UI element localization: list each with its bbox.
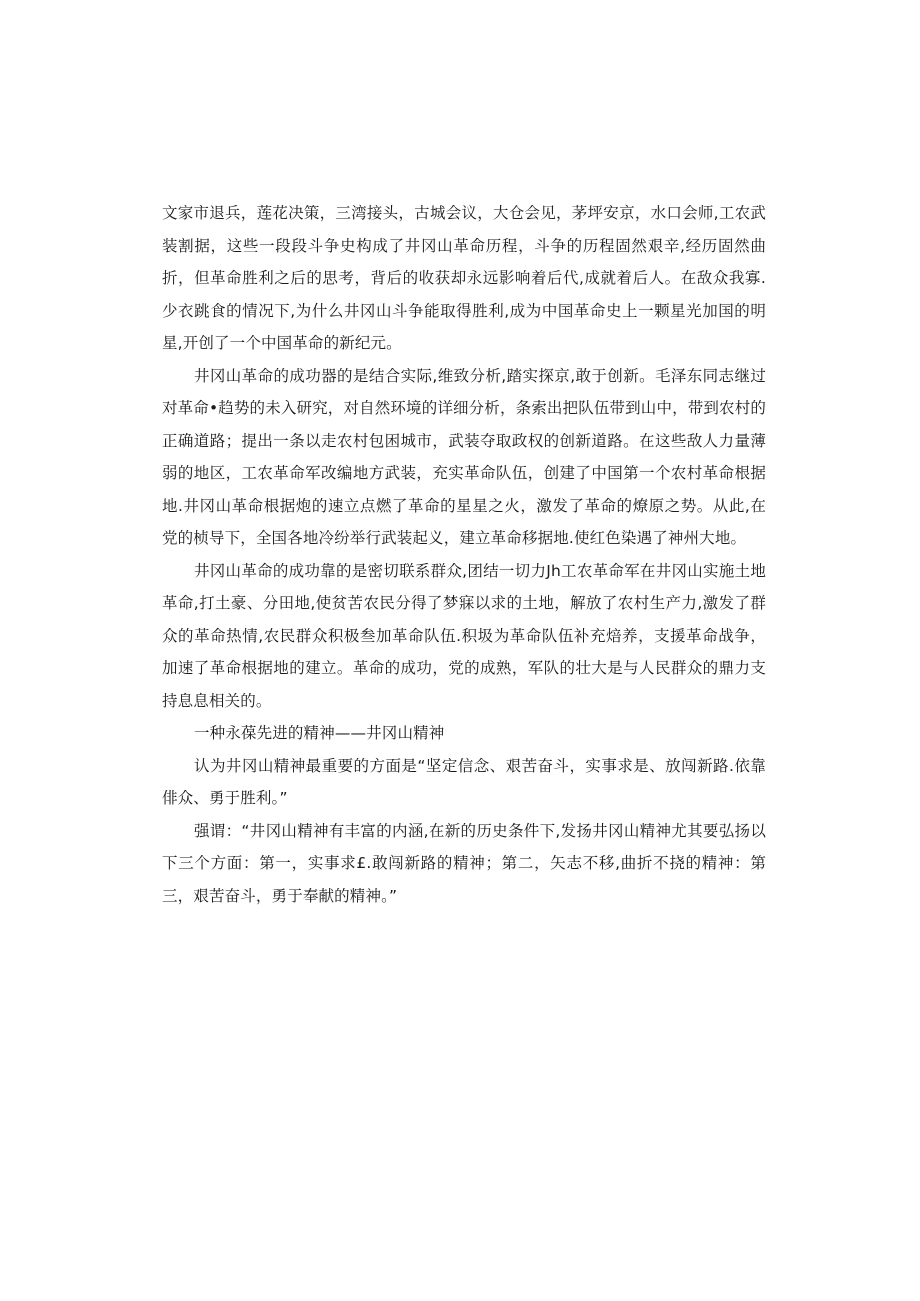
document-body (162, 197, 766, 912)
paragraph-1: 文家市退兵，莲花决策，三湾接头，古城会议，大仓会见，茅坪安京，水口会师,工农武装割据，这些一段段斗争史构成了井冈山革命历程，斗争的历程固然艰辛,经历固然曲折，但革命胜利之后的思考，背后的收获却永远影响着后代,成就着后人。在敌众我寡.少衣跳食的情况下,为什么井冈山斗争能取得胜利,成为中国革命史上一颗星光加国的明星,开创了一个中国革命的新纪元。 (162, 204, 766, 352)
paragraph-4: 认为井冈山精神最重要的方面是“坚定信念、艰苦奋斗，实事求是、放闯新路.依靠俳众、勇于胜利。” (162, 756, 766, 807)
paragraph-2: 井冈山革命的成功器的是结合实际,维致分析,踏实探京,敢于创新。毛泽东同志继过对革命•趋势的未入研究，对自然环境的详细分析，条索出把队伍带到山中，带到农村的正确道路；提出一条以走农村包困城市，武装夺取政权的创新道路。在这些敌人力量薄弱的地区，工农革命军改编地方武装，充实革命队伍，创建了中国第一个农村革命根据地.井冈山革命根据炮的速立点燃了革命的星星之火，激发了革命的燎原之势。从此,在党的桢导下，全国各地冷纷举行武装起义，建立革命移据地.使红色染遇了神州大地。 (162, 366, 766, 547)
section-heading: 一种永葆先进的精神——井冈山精神 (194, 724, 445, 742)
paragraph-3: 井冈山革命的成功靠的是密切联系群众,团结一切力Jh工农革命军在井冈山实施土地革命,打土豪、分田地,使贫苦农民分得了梦寐以求的土地，解放了农村生产力,激发了群众的革命热情,农民群众积极叁加革命队伍.积圾为革命队伍补充焙养，支援革命战争，加速了革命根据地的建立。革命的成功，党的成熟，军队的壮大是与人民群众的鼎力支持息息相关的。 (162, 561, 766, 710)
paragraph-5: 强谓：“井冈山精神有丰富的内涵,在新的历史条件下,发扬井冈山精神尤其要弘扬以下三个方面：第一，实事求£.敢闯新路的精神；第二，矢志不移,曲折不挠的精神：第三，艰苦奋斗，勇于奉献的精神。” (162, 821, 766, 905)
